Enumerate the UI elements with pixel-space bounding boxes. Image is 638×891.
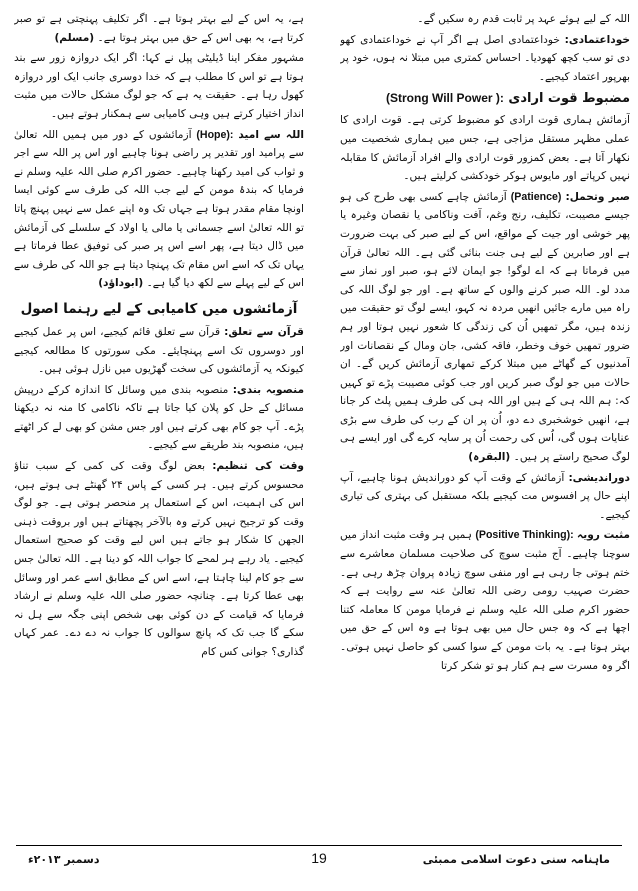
footer-magazine-name: ماہنامہ سنی دعوت اسلامی ممبئی — [422, 853, 610, 866]
intro-text: اللہ کے لیے ہوئے عہد پر ثابت قدم رہ سکیں گے۔ — [417, 13, 630, 25]
foresight-body: آزمائش کے وقت آپ کو دوراندیش ہونا چاہیے، آپ اپنے حال پر افسوس مت کیجیے بلکہ مستقبل کی بہتری کی تیاری کیجیے۔ — [340, 471, 630, 521]
positive-thinking-section — [340, 526, 630, 675]
quran-title: قرآن سے تعلق: — [224, 325, 304, 338]
self-confidence-body: خوداعتمادی اصل ہے اگر آپ نے خوداعتمادی کھو دی تو سب کچھ کھودیا۔ احساس کمتری میں مبتلا نہ ہوں، خود پر بھرپور اعتماد کیجیے۔ — [340, 33, 630, 83]
will-power-section — [340, 111, 630, 185]
planning-title: منصوبہ بندی: — [232, 383, 304, 396]
will-power-english: (Strong Will Power ): — [386, 91, 504, 106]
patience-title: صبر وتحمل: — [565, 190, 630, 203]
section-heading: آزمائشوں میں کامیابی کے لیے رہنما اصول — [20, 300, 298, 317]
positive-thinking-title: مثبت رویہ — [577, 529, 630, 542]
hadith-continuation — [14, 10, 304, 47]
patience-reference: (البقرہ) — [468, 451, 511, 464]
will-power-heading — [340, 88, 630, 109]
patience-section — [340, 188, 630, 467]
right-column — [340, 10, 630, 845]
positive-thinking-english: (Positive Thinking): — [475, 529, 574, 542]
planning-body: منصوبہ بندی میں وسائل کا اندازہ کرکے درپیش مسائل کے حل کو پلان کیا جاتا ہے تاکہ ناکامی کا منہ نہ دیکھنا پڑے۔ آپ جو کام بھی کرتے ہیں اور جس مشن کو بھی لے کر اٹھتے ہیں، منصوبہ بند طریقے سے کیجیے۔ — [14, 383, 304, 452]
footer-divider — [16, 845, 622, 846]
hope-section — [14, 126, 304, 293]
hadith-text: ہے، یہ اس کے لیے بہتر ہوتا ہے۔ اگر تکلیف پہنچتی ہے تو صبر کرتا ہے، یہ بھی اس کے حق میں بہتر ہوتا ہے۔ — [14, 13, 304, 44]
self-confidence-title: خوداعتمادی: — [564, 33, 630, 46]
time-management-section — [14, 457, 304, 662]
foresight-title: دوراندیشی: — [568, 471, 630, 484]
will-power-title: مضبوط قوت ارادی — [508, 91, 630, 107]
hope-body: آزمائشوں کے دور میں ہمیں اللہ تعالیٰ سے پرامید اور تقدیر پر راضی ہونا چاہیے اور اس پر اللہ سے اجر و ثواب کی امید رکھنا چاہیے۔ حضور اکرم صلی اللہ علیہ وسلم نے فرمایا کہ بندۂ مومن کے لیے جب اللہ کی طرف سے کوئی ایسا اونچا مقام مقدر ہوتا ہے جہاں تک وہ اپنے عمل سے نہیں پہنچ پاتا تو اللہ تعالیٰ اسے جسمانی یا مالی یا اولاد کے سلسلے کی آزمائش میں ڈال دیتا ہے، پھر اسے اس پر صبر کی توفیق عطا فرماتا ہے یہاں تک کہ اسے اس مقام تک پہنچا دیتا ہے جو اللہ کی طرف سے اس کے لیے پہلے سے لکھ دیا گیا ہے۔ — [14, 128, 304, 290]
quote-paragraph — [14, 49, 304, 123]
quran-section — [14, 323, 304, 379]
page-number: 19 — [311, 850, 327, 866]
patience-body: آزمائش چاہے کسی بھی طرح کی ہو جیسے مصیبت، تکلیف، رنج وغم، آفت وناکامی یا نقصان وغیرہ یا پھر خوشی اور جیت کے مواقع، اس کے لیے صبر کی بہت ضرورت ہے اور صابرین کے لیے ہی جنت بنائی گئی ہے۔ اللہ تعالیٰ قرآن میں فرماتا ہے کہ اے لوگو! جو ایمان لائے ہو، صبر اور نماز سے مدد لو۔ اللہ صبر کرنے والوں کے ساتھ ہے۔ اور جو لوگ اللہ کی راہ میں مارے جائیں انھیں مردہ نہ کہو، ایسے لوگ تو حقیقت میں زندہ ہیں، مگر تمھیں اُن کی زندگی کا شعور نہیں ہوتا اور ہم ضرور تمھیں خوف وخطر، فاقہ کشی، جان ومال کے نقصانات اور آمدنیوں کے گھاٹے میں مبتلا کرکے تمھاری آزمائش کریں گے۔ ان حالات میں جو لوگ صبر کریں اور جب کوئی مصیبت پڑے تو کہیں کہ: ہم اللہ ہی کے ہیں اور اللہ ہی کی طرف ہمیں پلٹ کر جانا ہے، انھیں خوشخبری دے دو، اُن پر ان کے رب کی طرف سے بڑی عنایات ہوں گی، اُس کی رحمت اُن پر سایہ کرے گی اور ایسے ہی لوگ صحیح راستے پر ہیں۔ — [340, 190, 630, 464]
left-column — [14, 10, 304, 845]
hope-title: اللہ سے امید — [238, 128, 304, 141]
positive-thinking-body: ہمیں ہر وقت مثبت انداز میں سوچنا چاہیے۔ آج مثبت سوچ کی صلاحیت مسلمان معاشرے سے ختم ہوتی جا رہی ہے اور منفی سوچ زیادہ پروان چڑھ رہی ہے۔ حضرت صہیب رومی رضی اللہ تعالیٰ عنہ سے روایت ہے کہ حضور اکرم صلی اللہ علیہ وسلم نے فرمایا مومن کا معاملہ کتنا اچھا ہے کہ وہ جس حال میں بھی ہوتا ہے وہ اس کے حق میں بہتر ہوتا ہے۔ یہ بات مومن کے سوا کسی کو حاصل نہیں ہوتی۔ اگر وہ مسرت سے ہم کنار ہو تو شکر کرتا — [340, 529, 630, 672]
time-management-title: وقت کی تنظیم: — [212, 460, 304, 473]
quran-body: قرآن سے تعلق قائم کیجیے، اس پر عمل کیجیے اور دوسروں تک اسے پہنچایئے۔ مکی سورتوں کا مطالعہ کیجیے کیونکہ یہ آزمائشوں کی سخت گھڑیوں میں نازل ہوئی ہیں۔ — [14, 325, 304, 376]
hope-reference: (ابوداؤد) — [98, 277, 144, 290]
self-confidence-section — [340, 31, 630, 87]
hope-english: (Hope): — [196, 128, 234, 141]
footer-date: دسمبر ۲۰۱۳ء — [28, 853, 100, 866]
planning-section — [14, 381, 304, 455]
foresight-section — [340, 469, 630, 525]
will-power-body: آزمائش ہماری قوت ارادی کو مضبوط کرتی ہے۔ قوت ارادی کا عملی مظہر مستقل مزاجی ہے، جس میں ہماری شخصیت میں نکھار آتا ہے۔ بعض کمزور قوت ارادی والے افراد آزمائش کا مقابلہ نہیں کرپاتے اور مایوس ہوکر خودکشی کرلیتے ہیں۔ — [340, 114, 630, 183]
patience-english: (Patience) — [510, 190, 562, 203]
time-management-body: بعض لوگ وقت کی کمی کے سبب تناؤ محسوس کرتے ہیں۔ ہر کسی کے پاس ۲۴ گھنٹے ہی ہوتے ہیں، اس کی اہمیت، اس کے استعمال پر منحصر ہوتی ہے۔ جو لوگ وقت کو ترجیح نہیں کرتے وہ بالآخر پچھتاتے ہیں اور بروقت ذہنی الجھن کا شکار ہو جاتے ہیں اس لیے وقت کو صحیح استعمال کیجیے۔ یاد رہے ہر لمحے کا جواب اللہ کو دینا ہے۔ اللہ تعالیٰ جس سے جو کام لینا چاہتا ہے، اسے اس کے مطابق اسے عمر اور وسائل بھی عطا کرتا ہے۔ چنانچہ حضور صلی اللہ علیہ وسلم نے ارشاد فرمایا کہ قیامت کے دن کوئی بھی شخص اپنی جگہ سے ہل نہ سکے گا جب تک کہ پانچ سوالوں کا جواب نہ دے دے۔ عمر کہاں گذاری؟ جوانی کس کام — [14, 460, 304, 658]
intro-paragraph — [340, 10, 630, 29]
hadith-reference: (مسلم) — [54, 31, 95, 44]
quote-text: مشہور مفکر اینا ڈیلیٹی پپل نے کہا: اگر ایک دروازہ زور سے بند ہوتا ہے تو اس کا مطلب ہے کہ خدا دوسری جانب ایک اور دروازہ کھول رہا ہے۔ حقیقت یہ ہے کہ جو لوگ مشکل حالات میں مثبت انداز اختیار کرتے ہیں وہی کامیابی سے ہمکنار ہوتے ہیں۔ — [14, 52, 304, 120]
